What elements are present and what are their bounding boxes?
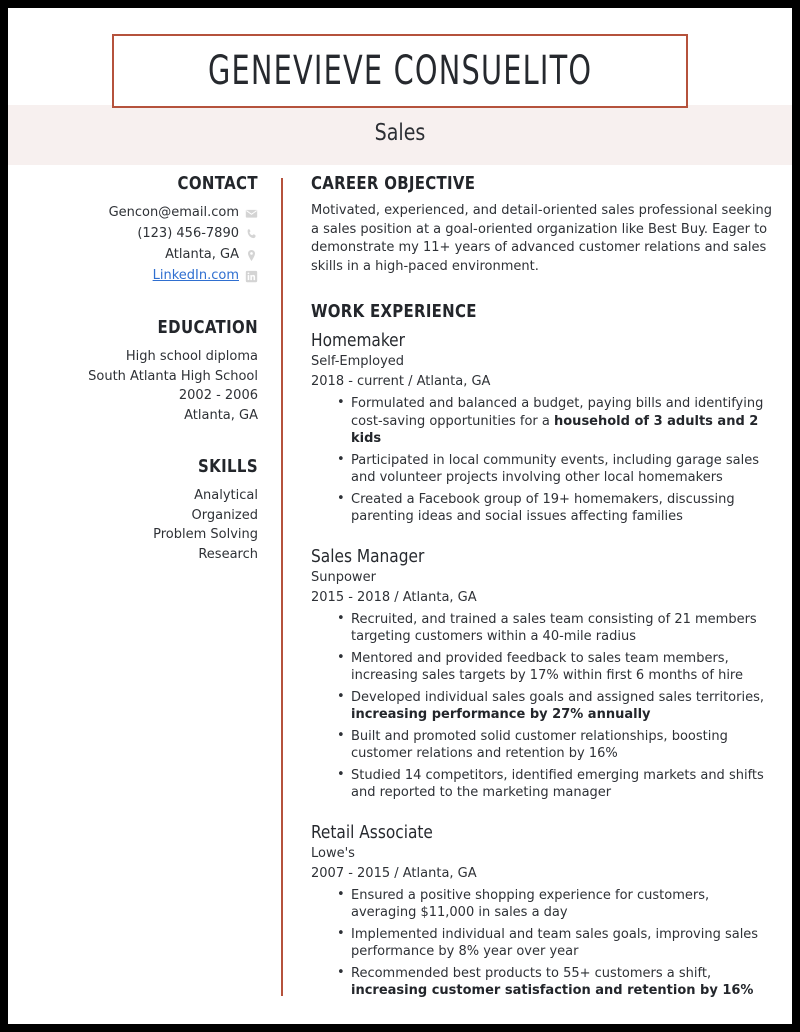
experience-entry — [311, 330, 776, 526]
contact-item-email — [38, 203, 258, 223]
job-role: Sales Manager — [311, 545, 425, 567]
skill-item: Problem Solving — [153, 527, 258, 542]
education-degree: High school diploma — [125, 349, 258, 364]
job-bullet: • Created a Facebook group of 19+ homemakers, discussing parenting ideas and social issues affecting families — [351, 491, 776, 526]
map-pin-icon — [245, 249, 258, 262]
experience-entry — [311, 822, 776, 1000]
job-bullet: • Implemented individual and team sales goals, improving sales performance by 8% year over year — [351, 926, 776, 961]
skill-item: Organized — [191, 507, 258, 523]
job-bullet-list — [311, 611, 776, 802]
job-dates-location: 2018 - current / Atlanta, GA — [311, 374, 491, 389]
contact-email-text: Gencon@email.com — [108, 205, 239, 220]
job-bullet: • Studied 14 competitors, identified emerging markets and shifts and reported to the marketing manager — [351, 767, 776, 802]
job-bullet: • Recommended best products to 55+ customers a shift, increasing customer satisfaction and retention by 16% — [351, 965, 776, 1000]
work-experience-heading: WORK EXPERIENCE — [311, 302, 477, 322]
contact-location-text: Atlanta, GA — [165, 247, 239, 262]
job-company: Sunpower — [311, 569, 376, 585]
job-bullet: • Ensured a positive shopping experience for customers, averaging $11,000 in sales a day — [351, 887, 776, 922]
skill-item: Analytical — [194, 488, 258, 503]
job-bullet: • Recruited, and trained a sales team consisting of 21 members targeting customers within a 40-mile radius — [351, 611, 776, 646]
skills-heading: SKILLS — [197, 457, 258, 477]
contact-item-phone — [38, 224, 258, 244]
job-role: Homemaker — [311, 330, 405, 351]
job-company: Lowe's — [311, 845, 355, 861]
job-bullet-list — [311, 395, 776, 526]
linkedin-icon — [245, 270, 258, 283]
job-role: Retail Associate — [311, 821, 433, 843]
job-bullet-list — [311, 887, 776, 1000]
skill-item: Research — [198, 546, 258, 562]
contact-linkedin-link[interactable]: LinkedIn.com — [152, 268, 239, 283]
job-bullet: • Developed individual sales goals and assigned sales territories, increasing performance by 27% annually — [351, 689, 776, 724]
experience-entry — [311, 546, 776, 802]
job-dates-location: 2015 - 2018 / Atlanta, GA — [311, 589, 477, 605]
education-dates: 2002 - 2006 — [178, 388, 258, 403]
contact-item-linkedin[interactable] — [38, 266, 258, 286]
job-bullet: • Participated in local community events, including garage sales and volunteer projects involving other local homemakers — [351, 452, 776, 487]
candidate-job-title: Sales — [374, 120, 426, 146]
phone-icon — [245, 228, 258, 241]
education-school: South Atlanta High School — [88, 368, 258, 384]
candidate-name: GENEVIEVE CONSUELITO — [207, 48, 593, 94]
contact-heading: CONTACT — [177, 174, 258, 194]
job-bullet: • Built and promoted solid customer relationships, boosting customer relations and retention by 16% — [351, 728, 776, 763]
sidebar — [38, 174, 258, 564]
name-box — [112, 34, 688, 108]
career-objective-heading: CAREER OBJECTIVE — [311, 174, 476, 194]
contact-item-location — [38, 245, 258, 265]
resume-page — [8, 8, 792, 1024]
education-heading: EDUCATION — [157, 318, 258, 338]
job-bullet: • Formulated and balanced a budget, paying bills and identifying cost-saving opportunities for a household of 3 adults and 2 kids — [351, 395, 776, 448]
main-column — [311, 174, 776, 1020]
job-bullet: • Mentored and provided feedback to sales team members, increasing sales targets by 17% within first 6 months of hire — [351, 650, 776, 685]
envelope-icon — [245, 207, 258, 220]
column-divider — [281, 178, 283, 996]
career-objective-text: Motivated, experienced, and detail-oriented sales professional seeking a sales position at a goal-oriented organization like Best Buy. Eager to demonstrate my 11+ years of advanced customer relations and sales skills in a high-paced environment. — [311, 203, 772, 274]
job-company: Self-Employed — [311, 354, 405, 369]
job-dates-location: 2007 - 2015 / Atlanta, GA — [311, 865, 477, 881]
education-location: Atlanta, GA — [184, 407, 258, 423]
contact-phone-text: (123) 456-7890 — [137, 226, 239, 241]
